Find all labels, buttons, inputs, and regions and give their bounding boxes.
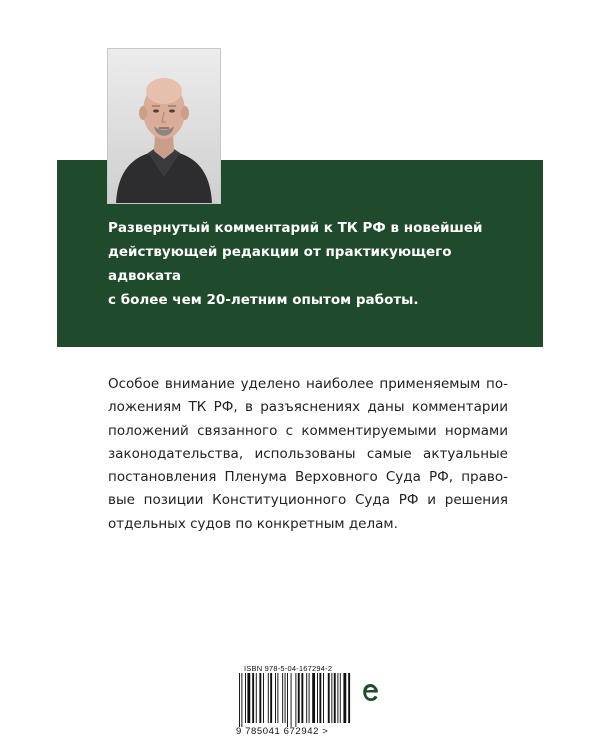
author-photo [107, 48, 221, 204]
description-line: вые позиции Конституционного Суда РФ и решения [108, 492, 508, 509]
description-line: ложениям ТК РФ, в разъяснениях даны комментарии [108, 399, 508, 416]
description-line: постановления Пленума Верховного Суда РФ, право- [108, 469, 508, 486]
isbn-label: ISBN 978-5-04-167294-2 [244, 664, 333, 673]
description-line: отдельных судов по конкретным делам. [108, 515, 398, 532]
lead-paragraph [108, 216, 503, 312]
publisher-logo-icon [360, 680, 380, 706]
description-line: законодательства, использованы самые актуальные [108, 445, 508, 462]
description-line: Особое внимание уделено наиболее применяемым по- [108, 376, 508, 392]
description-line: положений связанного с комментируемыми нормами [108, 422, 508, 439]
lead-line: Развернутый комментарий к ТК РФ в новейшей [108, 220, 483, 236]
barcode-digits: 9 785041 672942 > [236, 726, 329, 737]
lead-line: действующей редакции от практикующего адвоката [108, 244, 452, 284]
description-paragraph [108, 373, 508, 536]
lead-line: с более чем 20-летним опытом работы. [108, 292, 419, 308]
barcode [236, 673, 352, 727]
